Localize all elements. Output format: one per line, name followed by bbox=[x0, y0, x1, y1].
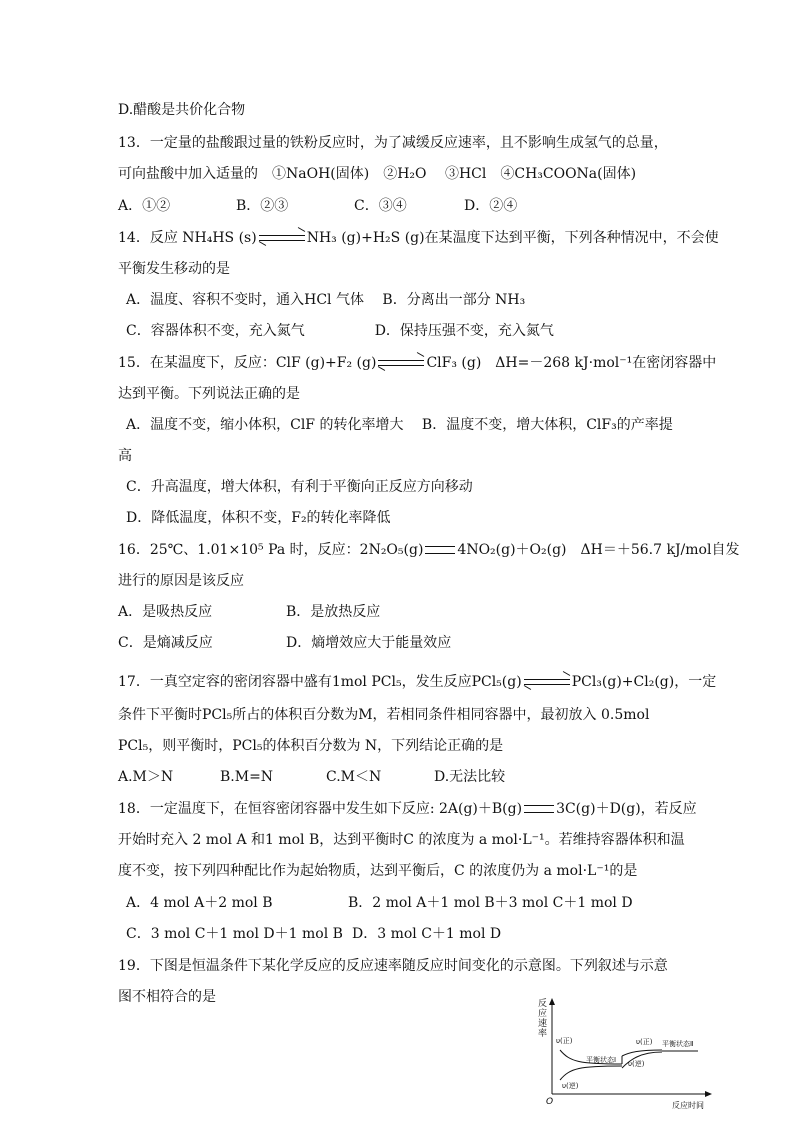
v-reverse-label-1: υ(逆) bbox=[562, 1082, 579, 1090]
equilibrium-arrow-icon bbox=[524, 676, 570, 688]
q15-products: ClF₃ (g) ΔH=－268 kJ·mol⁻¹在密闭容器中 bbox=[426, 355, 717, 371]
q13-option-a: A．①② bbox=[118, 198, 171, 214]
q16-option-b: B．是放热反应 bbox=[286, 604, 381, 620]
q19-stem-line2: 图不相符合的是 bbox=[118, 989, 216, 1005]
v-forward-label-1: υ(正) bbox=[556, 1037, 573, 1045]
equilibrium-state-1-label: 平衡状态Ⅰ bbox=[586, 1056, 617, 1064]
q12-option-d: D.醋酸是共价化合物 bbox=[118, 102, 246, 118]
rate-time-diagram bbox=[536, 998, 712, 1110]
q17-option-b: B.M=N bbox=[220, 769, 274, 785]
q16-option-c: C．是熵减反应 bbox=[118, 635, 213, 651]
reverse-rate-curve-1 bbox=[560, 1066, 622, 1080]
q17-option-a: A.M＞N bbox=[118, 769, 174, 785]
q15-stem-line1 bbox=[118, 353, 717, 373]
q18-stem-line2: 开始时充入 2 mol A 和1 mol B，达到平衡时C 的浓度为 a mol·L⁻¹。若维持容器体积和温 bbox=[118, 832, 685, 848]
q16-option-d: D．熵增效应大于能量效应 bbox=[286, 635, 452, 651]
q19-stem-line1: 19．下图是恒温条件下某化学反应的反应速率随反应时间变化的示意图。下列叙述与示意 bbox=[118, 958, 668, 974]
q17-stem-line3: PCl₅，则平衡时，PCl₅的体积百分数为 N，下列结论正确的是 bbox=[118, 738, 504, 754]
equals-sign-icon bbox=[425, 546, 455, 554]
q17-products: PCl₃(g)+Cl₂(g)，一定 bbox=[571, 674, 717, 690]
q14-reactants: 14．反应 NH₄HS (s) bbox=[118, 230, 257, 246]
y-label-char-1: 反 bbox=[538, 999, 548, 1009]
q14-options-ab: A．温度、容积不变时，通入HCl 气体 B．分离出一部分 NH₃ bbox=[126, 292, 526, 308]
q15-stem-line2: 达到平衡。下列说法正确的是 bbox=[118, 386, 300, 402]
q13-stem-line1: 13．一定量的盐酸跟过量的铁粉反应时，为了减缓反应速率，且不影响生成氢气的总量， bbox=[118, 135, 668, 151]
q17-option-c: C.M＜N bbox=[326, 769, 382, 785]
equals-sign-icon bbox=[524, 805, 554, 813]
q13-option-c: C．③④ bbox=[354, 198, 407, 214]
q16-stem-line1 bbox=[118, 540, 740, 560]
q13-stem-line2: 可向盐酸中加入适量的 ①NaOH(固体) ②H₂O ③HCl ④CH₃COONa(固体) bbox=[118, 166, 637, 182]
q16-products: 4NO₂(g)＋O₂(g) ΔH＝＋56.7 kJ/mol自发 bbox=[457, 542, 740, 558]
q15-option-c: C．升高温度，增大体积，有利于平衡向正反应方向移动 bbox=[126, 479, 473, 495]
q18-reactants: 18．一定温度下，在恒容密闭容器中发生如下反应: 2A(g)＋B(g) bbox=[118, 801, 523, 817]
equilibrium-arrow-icon bbox=[378, 357, 424, 369]
q18-stem-line1 bbox=[118, 799, 697, 819]
q13-option-b: B．②③ bbox=[236, 198, 289, 214]
q18-stem-line3: 度不变，按下列四种配比作为起始物质，达到平衡后，C 的浓度仍为 a mol·L⁻¹的是 bbox=[118, 863, 638, 879]
q18-products: 3C(g)＋D(g)，若反应 bbox=[556, 801, 697, 817]
q17-stem-line2: 条件下平衡时PCl₅所占的体积百分数为M，若相同条件相同容器中，最初放入 0.5mol bbox=[118, 707, 650, 723]
q16-reactants: 16．25℃、1.01×10⁵ Pa 时，反应：2N₂O₅(g) bbox=[118, 542, 424, 558]
q14-options-cd: C．容器体积不变，充入氮气 D．保持压强不变，充入氮气 bbox=[126, 323, 554, 339]
equilibrium-state-2-label: 平衡状态Ⅱ bbox=[662, 1040, 694, 1048]
q14-stem-line2: 平衡发生移动的是 bbox=[118, 261, 230, 277]
v-forward-label-2: υ(正) bbox=[636, 1038, 653, 1046]
y-axis-arrow-icon bbox=[549, 998, 555, 1005]
y-label-char-2: 应 bbox=[538, 1009, 548, 1019]
q14-stem-line1 bbox=[118, 228, 719, 248]
y-label-char-4: 率 bbox=[538, 1029, 548, 1039]
q15-option-b-cont: 高 bbox=[118, 448, 132, 464]
q15-options-ab: A．温度不变，缩小体积，ClF 的转化率增大 B．温度不变，增大体积，ClF₃的产率提 bbox=[126, 417, 673, 433]
q18-option-b: B．2 mol A＋1 mol B＋3 mol C＋1 mol D bbox=[348, 895, 633, 911]
x-axis-arrow-icon bbox=[705, 1091, 712, 1097]
q13-option-d: D．②④ bbox=[464, 198, 518, 214]
q17-stem-line1 bbox=[118, 672, 717, 692]
q16-stem-line2: 进行的原因是该反应 bbox=[118, 573, 244, 589]
q15-reactants: 15．在某温度下，反应：ClF (g)+F₂ (g) bbox=[118, 355, 377, 371]
y-label-char-3: 速 bbox=[538, 1019, 548, 1029]
x-axis-label: 反应时间 bbox=[672, 1101, 704, 1110]
q17-option-d: D.无法比较 bbox=[434, 769, 506, 785]
q18-option-d: D．3 mol C＋1 mol D bbox=[352, 926, 502, 942]
q15-option-d: D．降低温度，体积不变，F₂的转化率降低 bbox=[126, 510, 391, 526]
q18-option-c: C．3 mol C＋1 mol D＋1 mol B bbox=[126, 926, 343, 942]
q14-products: NH₃ (g)+H₂S (g)在某温度下达到平衡，下列各种情况中，不会使 bbox=[306, 230, 719, 246]
q18-option-a: A．4 mol A＋2 mol B bbox=[126, 895, 273, 911]
q17-reactants: 17．一真空定容的密闭容器中盛有1mol PCl₅，发生反应PCl₅(g) bbox=[118, 674, 522, 690]
equilibrium-arrow-icon bbox=[259, 232, 305, 244]
v-reverse-label-2: υ(逆) bbox=[628, 1060, 645, 1068]
q16-option-a: A．是吸热反应 bbox=[118, 604, 213, 620]
origin-label: O bbox=[546, 1097, 554, 1107]
